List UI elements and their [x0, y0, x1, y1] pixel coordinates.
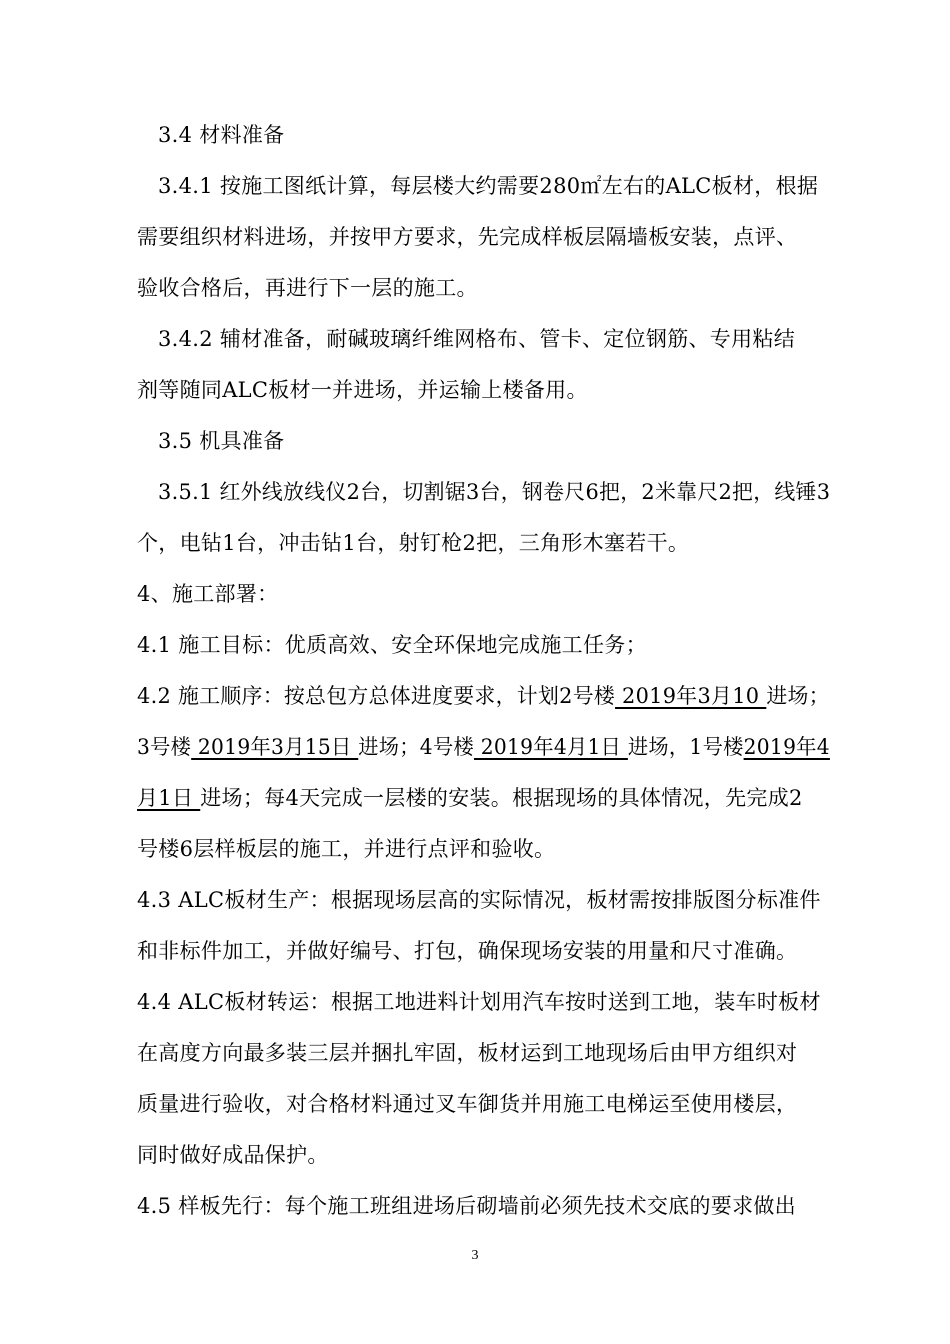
schedule-text: 进场；4号楼 [358, 735, 474, 759]
paragraph-line: 在高度方向最多装三层并捆扎牢固，板材运到工地现场后由甲方组织对 [137, 1041, 798, 1065]
schedule-text: 3号楼 [137, 735, 192, 759]
paragraph-line: 4.3 ALC板材生产：根据现场层高的实际情况，板材需按排版图分标准件 [137, 888, 821, 912]
schedule-date: 2019年4 [743, 735, 830, 759]
paragraph-line: 个，电钻1台，冲击钻1台，射钉枪2把，三角形木塞若干。 [137, 531, 690, 555]
paragraph-line: 质量进行验收，对合格材料通过叉车御货并用施工电梯运至使用楼层， [137, 1092, 798, 1116]
section-heading-4: 4、施工部署： [137, 582, 279, 606]
paragraph-line: 同时做好成品保护。 [137, 1143, 329, 1167]
section-heading-3-4: 3.4 材料准备 [158, 123, 285, 147]
schedule-date: 月1日 [137, 786, 201, 810]
schedule-text: 4.2 施工顺序：按总包方总体进度要求，计划2号楼 [137, 684, 616, 708]
schedule-text: 进场，1号楼 [627, 735, 744, 759]
paragraph-line: 验收合格后，再进行下一层的施工。 [137, 276, 478, 300]
schedule-text: 进场；每4天完成一层楼的安装。根据现场的具体情况，先完成2 [200, 786, 803, 810]
paragraph-line: 3.4.2 辅材准备，耐碱玻璃纤维网格布、管卡、定位钢筋、专用粘结 [158, 327, 796, 351]
schedule-date: 2019年4月1日 [473, 735, 628, 759]
paragraph-line: 4.4 ALC板材转运：根据工地进料计划用汽车按时送到工地，装车时板材 [137, 990, 821, 1014]
paragraph-line: 3.4.1 按施工图纸计算，每层楼大约需要280㎡左右的ALC板材，根据 [158, 174, 819, 198]
schedule-text: 进场； [766, 684, 830, 708]
schedule-line-1 [137, 681, 830, 711]
schedule-line-3 [137, 783, 803, 813]
paragraph-line: 需要组织材料进场，并按甲方要求，先完成样板层隔墙板安装，点评、 [137, 225, 798, 249]
paragraph-line: 3.5.1 红外线放线仪2台，切割锯3台，钢卷尺6把，2米靠尺2把，线锤3 [158, 480, 831, 504]
section-heading-3-5: 3.5 机具准备 [158, 429, 285, 453]
paragraph-line: 剂等随同ALC板材一并进场，并运输上楼备用。 [137, 378, 588, 402]
schedule-date: 2019年3月15日 [191, 735, 359, 759]
schedule-date: 2019年3月10 [615, 684, 767, 708]
schedule-line-4: 号楼6层样板层的施工，并进行点评和验收。 [137, 837, 556, 861]
schedule-line-2 [137, 732, 830, 762]
page-number: 3 [471, 1248, 479, 1263]
paragraph-line: 和非标件加工，并做好编号、打包，确保现场安装的用量和尺寸准确。 [137, 939, 798, 963]
paragraph-line: 4.5 样板先行：每个施工班组进场后砌墙前必须先技术交底的要求做出 [137, 1194, 796, 1218]
paragraph-line: 4.1 施工目标：优质高效、安全环保地完成施工任务； [137, 633, 647, 657]
